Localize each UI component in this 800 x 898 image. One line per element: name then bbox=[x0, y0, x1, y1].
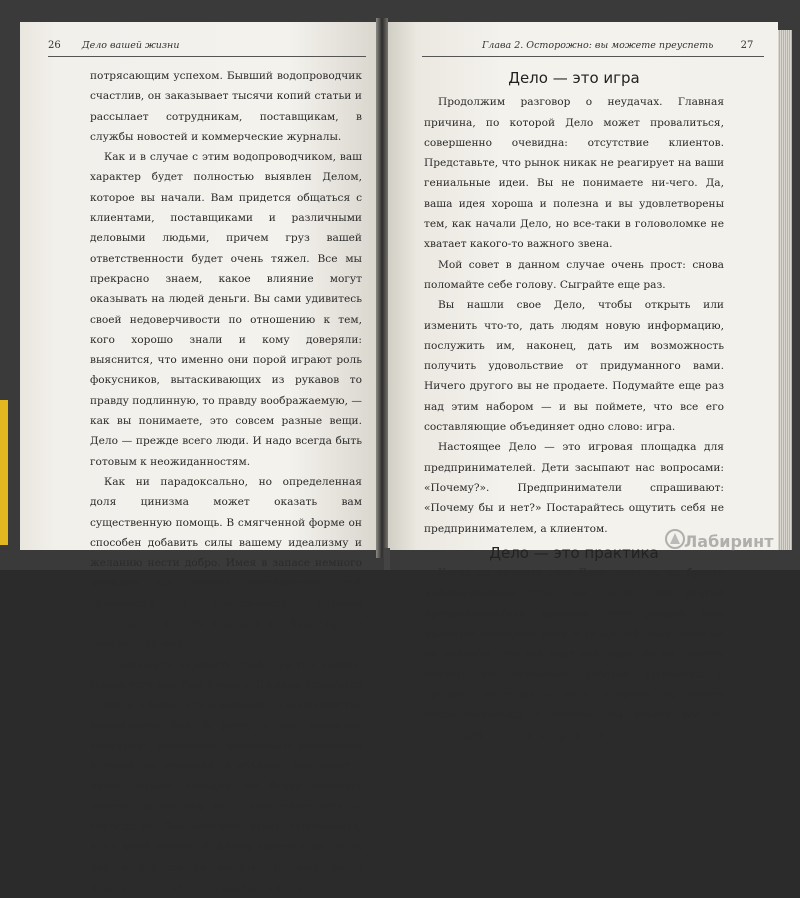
right-page-number: 27 bbox=[740, 40, 754, 51]
left-running-head bbox=[48, 40, 179, 51]
section-heading-practice: Дело — это практика bbox=[489, 543, 659, 562]
page-edges bbox=[778, 30, 792, 550]
left-page-number: 26 bbox=[48, 40, 61, 51]
right-paragraph: Мой совет в данном случае очень прост: снова поломайте себе голову. Сыграйте еще раз. bbox=[424, 258, 724, 291]
right-paragraph: Настоящее Дело — это игровая площадка для предпринимателей. Дети засыпают нас вопросами: «Почему?». Предприниматели спрашивают: «Почему бы и нет?» Постарайтесь ощутить себя не предпринимателем, а клиентом. bbox=[424, 441, 724, 535]
left-head-title: Дело вашей жизни bbox=[81, 40, 180, 51]
watermark-text: Лабиринт bbox=[684, 532, 774, 551]
section-heading-game: Дело — это игра bbox=[508, 69, 640, 87]
right-paragraph: Когда вы начнете свое Дело, вряд ли вы будете информированы столь же хорошо, как другие предприниматели, взявшие старт раньше. Вам придется повторять одни и те же действия, пока вы не поймете, что все идет как надо, но не следует считать это напрасной работой. Перемены к лучшему наступят — если, конечно, вы будете последовательны и упорны. Вы знаете все до последней точки. У вас уже нет bbox=[424, 567, 724, 742]
left-head-rule bbox=[48, 56, 366, 57]
book-gutter bbox=[376, 18, 388, 558]
left-paragraph: Как и в случае с этим водопроводчиком, ваш характер будет полностью выявлен Делом, которое вы начали. Вам придется общаться с клиентами, поставщиками и различными деловыми людьми, причем груз вашей ответственности будет очень тяжел. Все мы прекрасно знаем, какое влияние могут оказывать на людей деньги. Вы сами удивитесь своей недоверчивости по отношению к тем, кого хорошо знали и кому доверяли: выяснится, что именно они порой играют роль фокусников, вытаскивающих из рукавов то правду подлинную, то правду воображаемую, — как вы понимаете, это совсем разные вещи. Дело — прежде всего люди. И надо всегда быть готовым к неожиданностям. bbox=[90, 151, 362, 468]
left-page bbox=[20, 22, 378, 894]
left-paragraph: потрясающим успехом. Бывший водопроводчик счастлив, он заказывает тысячи копий статьи и рассылает сотрудникам, поставщикам, в службы новостей и коммерческие журналы. bbox=[90, 70, 362, 143]
bookmark-edge bbox=[0, 400, 8, 545]
right-running-head bbox=[482, 40, 753, 51]
left-paragraph: Попробуйте укрепить свое чувство юмора. После того как Бен Коуэн и Джерри Гринфилд создали в Вермонте компанию по производству мороженого Ben & Jerry, у них появился конкурент, решивший производить мороженое в такой же упаковке, и объявил, что хочет с ними слиться. «Может, мы будем работать вместе, зачем нам быть конкурентами?» — спросил он. Бен подписал ответ: «Понимаете, мы с моей девушкой живем вместе уже шесть лет, а все же не женаты. С вами же я повстречался каких-то двадцать минут назад». bbox=[90, 658, 362, 894]
right-paragraph: Продолжим разговор о неудачах. Главная причина, по которой Дело может провалиться, совершенно очевидна: отсутствие клиентов. Представьте, что рынок никак не реагирует на ваши гениальные идеи. Вы не понимаете ни-чего. Да, ваша идея хороша и полезна и вы удовлетворены тем, как начали Дело, но все-таки в головоломке не хватает какого-то важного звена. bbox=[424, 96, 724, 251]
left-paragraph: Как ни парадоксально, но определенная доля цинизма может оказать вам существенную помощь. В смягченной форме он способен добавить силы вашему идеализму и желанию нести добро. Имея в запасе немного цинизма, вы сумеете противостоять той склонности к продажности, которая свойственна многим людям, и вам будет проще смотреть на мир. bbox=[90, 475, 362, 651]
labirint-logo-icon bbox=[664, 528, 686, 550]
left-body-text bbox=[90, 66, 362, 898]
right-page bbox=[386, 22, 778, 742]
right-paragraph: Вы нашли свое Дело, чтобы открыть или изменить что-то, дать людям новую информацию, послужить им, наконец, дать им возможность получить удовольствие от придуманного вами. Ничего другого вы не продаете. Подумайте еще раз над этим набором — и вы поймете, что все его составляющие объединяет одно слово: игра. bbox=[424, 299, 724, 434]
right-head-rule bbox=[422, 56, 764, 57]
right-head-title: Глава 2. Осторожно: вы можете преуспеть bbox=[482, 40, 714, 51]
right-body-text bbox=[424, 68, 724, 746]
ribbon-bookmark bbox=[384, 548, 390, 570]
